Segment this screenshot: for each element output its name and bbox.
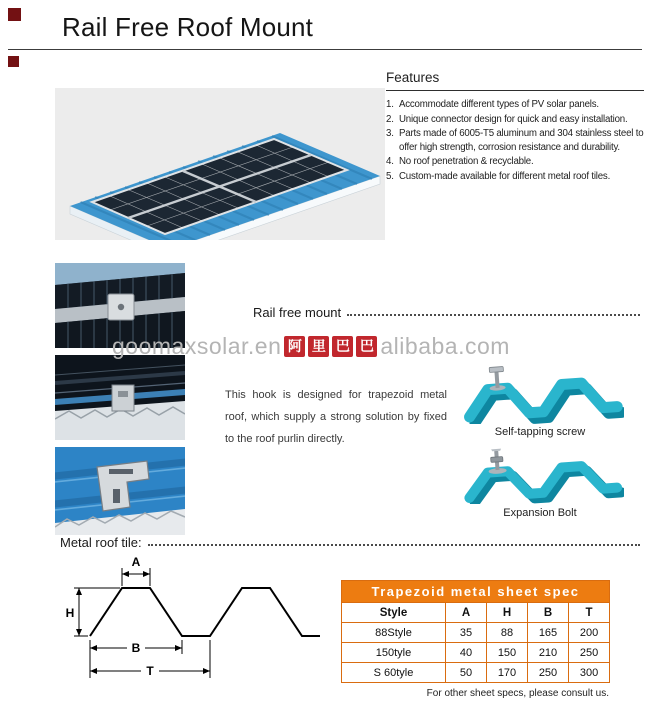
watermark-badge: 里 — [308, 336, 329, 357]
watermark-badge: 阿 — [284, 336, 305, 357]
features-list — [386, 98, 644, 184]
column-header: T — [569, 603, 610, 623]
solar-roof-render-illustration — [55, 88, 385, 240]
column-header: Style — [342, 603, 446, 623]
feature-item — [386, 113, 644, 127]
dim-label-t: T — [146, 664, 154, 678]
features-heading: Features — [386, 70, 440, 85]
rail-free-mount-label: Rail free mount — [253, 305, 342, 320]
feature-text: Unique connector design for quick and easy installation. — [399, 113, 628, 125]
corner-marker-square — [8, 8, 21, 21]
feature-number: 5. — [386, 170, 394, 182]
cell-h: 88 — [487, 623, 528, 643]
feature-item — [386, 155, 644, 169]
feature-number: 3. — [386, 128, 394, 140]
trapezoid-profile-drawing — [64, 556, 329, 688]
self-tapping-screw-illustration — [456, 360, 624, 424]
self-tapping-screw-label: Self-tapping screw — [494, 426, 586, 438]
dotted-leader — [148, 544, 640, 546]
feature-item — [386, 127, 644, 154]
metal-roof-tile-row — [60, 535, 640, 550]
spec-table-title-row — [342, 581, 610, 603]
feature-number: 2. — [386, 113, 394, 125]
cell-b: 210 — [528, 643, 569, 663]
hook-description: This hook is designed for trapezoid metal roof, which supply a strong solution by fixed to the roof purlin directly. — [225, 389, 447, 445]
cell-h: 170 — [487, 663, 528, 683]
section-marker-square — [8, 56, 19, 67]
cell-t: 250 — [569, 643, 610, 663]
dimension-drawing — [64, 556, 329, 688]
cell-h: 150 — [487, 643, 528, 663]
watermark-badge: 巴 — [332, 336, 353, 357]
cell-t: 200 — [569, 623, 610, 643]
feature-text: Accommodate different types of PV solar panels. — [399, 99, 599, 110]
spec-table-header-row — [342, 603, 610, 623]
feature-text: Custom-made available for different metal roof tiles. — [399, 170, 611, 182]
feature-item — [386, 170, 644, 184]
cell-b: 165 — [528, 623, 569, 643]
cell-style: S 60tyle — [342, 663, 446, 683]
cell-b: 250 — [528, 663, 569, 683]
dotted-leader — [347, 314, 640, 316]
watermark-badge: 巴 — [356, 336, 377, 357]
rail-free-mount-row — [253, 305, 640, 320]
cell-style: 88Style — [342, 623, 446, 643]
product-render-image — [55, 88, 385, 240]
dim-label-b: B — [131, 641, 141, 655]
cell-t: 300 — [569, 663, 610, 683]
self-tapping-screw-image — [456, 360, 624, 424]
spec-table — [341, 580, 610, 683]
features-section — [386, 70, 644, 185]
cell-a: 50 — [446, 663, 487, 683]
page-title: Rail Free Roof Mount — [62, 12, 314, 42]
column-header: A — [446, 603, 487, 623]
hook-bracket-illustration — [55, 447, 185, 535]
feature-number: 4. — [386, 156, 394, 168]
features-divider — [386, 90, 644, 91]
feature-text: Parts made of 6005-T5 aluminum and 304 stainless steel to offer high strength, corrosion resistance and durability. — [399, 128, 644, 153]
watermark-prefix: goomaxsolar.en — [112, 333, 282, 359]
expansion-bolt-image — [456, 446, 624, 504]
feature-item — [386, 98, 644, 112]
dim-label-h: H — [65, 606, 75, 620]
dim-label-a: A — [131, 556, 141, 569]
expansion-bolt-label: Expansion Bolt — [503, 507, 577, 519]
column-header: H — [487, 603, 528, 623]
table-row — [342, 643, 610, 663]
metal-roof-tile-label: Metal roof tile: — [60, 535, 142, 550]
feature-text: No roof penetration & recyclable. — [399, 156, 534, 168]
column-header: B — [528, 603, 569, 623]
feature-number: 1. — [386, 99, 394, 110]
cell-a: 40 — [446, 643, 487, 663]
spec-table-title: Trapezoid metal sheet spec — [342, 581, 610, 603]
title-divider — [8, 49, 642, 50]
consult-note: For other sheet specs, please consult us. — [426, 688, 609, 699]
expansion-bolt-illustration — [456, 446, 624, 504]
table-row — [342, 663, 610, 683]
panel-edge-image — [55, 355, 185, 440]
cell-a: 35 — [446, 623, 487, 643]
panel-edge-illustration — [55, 355, 185, 440]
cell-style: 150tyle — [342, 643, 446, 663]
hook-bracket-image — [55, 447, 185, 535]
watermark — [112, 333, 510, 360]
table-row — [342, 623, 610, 643]
watermark-suffix: alibaba.com — [380, 333, 510, 359]
